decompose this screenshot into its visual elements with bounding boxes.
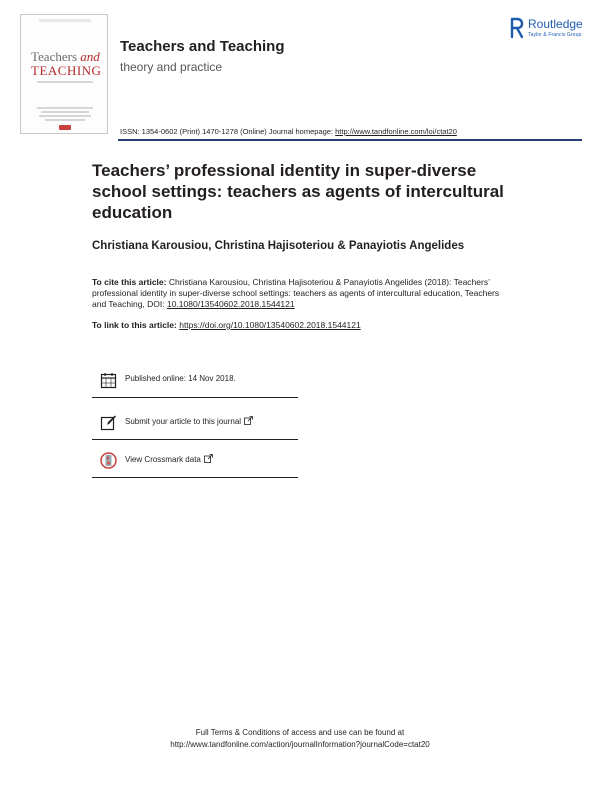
publisher-tagline: Taylor & Francis Group [528,32,582,38]
cover-band [39,19,91,22]
citation-doi-link[interactable]: 10.1080/13540602.2018.1544121 [166,299,295,309]
terms-footer [0,727,600,751]
submit-article-link[interactable] [125,416,253,426]
publisher-name: Routledge [528,17,583,31]
cover-publisher-logo [59,125,71,130]
submit-article-row[interactable] [92,404,298,440]
citation-label: To cite this article: [92,277,167,287]
cover-title-teachers: Teachers [31,49,78,64]
routledge-r-icon [510,17,524,39]
published-online-text: Published online: 14 Nov 2018. [125,374,236,383]
citation-text: Christiana Karousiou, Christina Hajisoteriou & Panayiotis Angelides (2018): Teachers’ professional identity in super-diverse school settings: teachers as agents of intercultural education, Teachers and Teaching, DOI: [92,277,500,309]
article-doi-link[interactable]: https://doi.org/10.1080/13540602.2018.1544121 [179,320,361,330]
header-rule [118,139,582,141]
external-link-icon [244,416,253,425]
link-line [92,320,361,330]
cover-title-and: and [80,49,100,64]
crossmark-icon [100,452,117,469]
crossmark-row[interactable] [92,442,298,478]
submit-article-text: Submit your article to this journal [125,417,242,426]
cover-title [31,50,107,78]
crossmark-text: View Crossmark data [125,455,201,464]
journal-subtitle: theory and practice [120,60,223,74]
cover-text-line [45,119,85,121]
cover-subtitle-line [37,81,93,83]
journal-homepage-link[interactable]: http://www.tandfonline.com/loi/ctat20 [335,127,457,136]
crossmark-link[interactable] [125,454,213,464]
edit-icon [100,414,117,431]
terms-text: Full Terms & Conditions of access and use can be found at [195,728,405,737]
cover-text-line [41,111,89,113]
article-authors: Christiana Karousiou, Christina Hajisoteriou & Panayiotis Angelides [92,240,465,252]
citation-block [92,277,512,310]
link-label: To link to this article: [92,320,180,330]
cover-text-line [37,107,93,109]
published-online-row [92,362,298,398]
calendar-icon [100,372,117,389]
journal-cover [20,14,108,134]
cover-title-teaching: TEACHING [31,63,102,78]
terms-link[interactable]: http://www.tandfonline.com/action/journalInformation?journalCode=ctat20 [170,740,430,749]
cover-text-line [39,115,91,117]
publisher-logo[interactable] [510,16,590,42]
article-title: Teachers’ professional identity in super-diverse school settings: teachers as agents of intercultural education [92,161,504,222]
issn-line [120,127,457,136]
issn-text: ISSN: 1354-0602 (Print) 1470-1278 (Online) Journal homepage: [120,127,336,136]
external-link-icon [204,454,213,463]
journal-title[interactable]: Teachers and Teaching [120,38,285,55]
